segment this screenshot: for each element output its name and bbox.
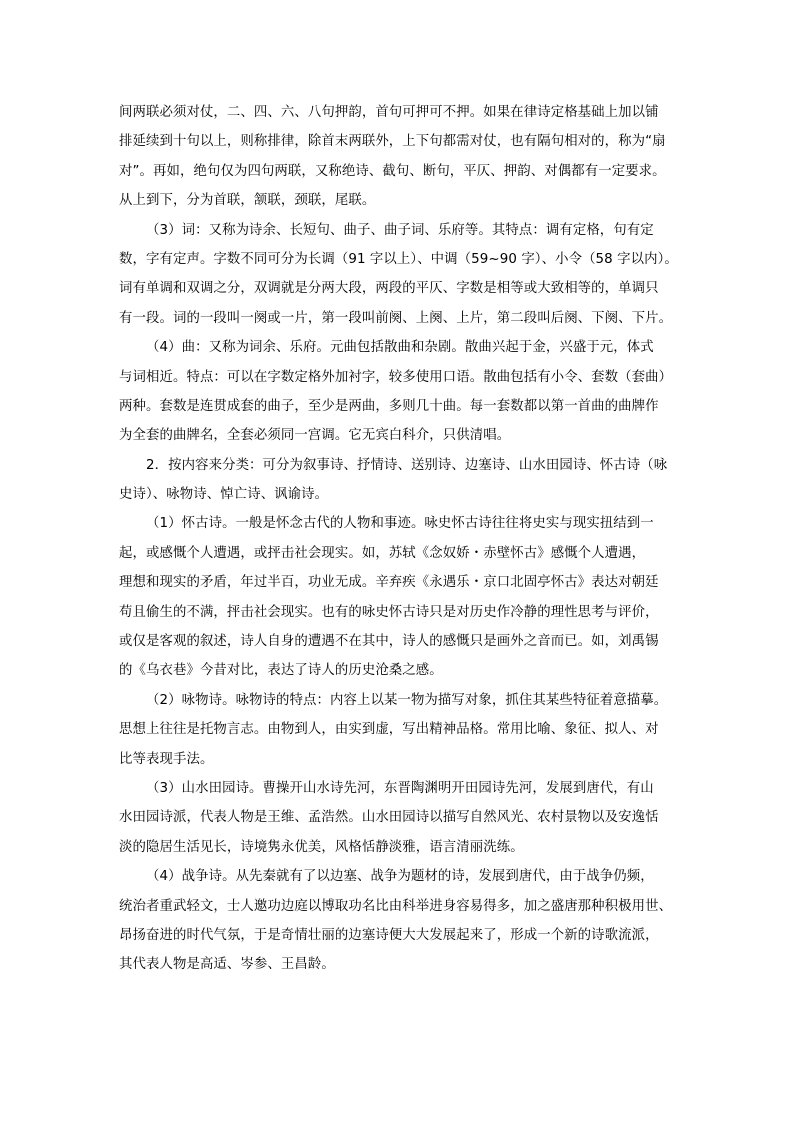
text-line: 理想和现实的矛盾，年过半百，功业无成。辛弃疾《永遇乐・京口北固亭怀古》表达对朝廷: [119, 575, 659, 591]
paragraph-first-line: （3）山水田园诗。曹操开山水诗先河，东晋陶渊明开田园诗先河，发展到唐代，有山: [146, 780, 654, 796]
text-line: 思想上往往是托物言志。由物到人，由实到虚，写出精神品格。常用比喻、象征、拟人、对: [119, 722, 659, 738]
paragraph-first-line: 2．按内容来分类：可分为叙事诗、抒情诗、送别诗、边塞诗、山水田园诗、怀古诗（咏: [146, 457, 668, 473]
text-line: 的《乌衣巷》今昔对比，表达了诗人的历史沧桑之感。: [119, 663, 443, 679]
paragraph-first-line: （3）词：又称为诗余、长短句、曲子、曲子词、乐府等。其特点：调有定格，句有定: [146, 222, 654, 238]
text-line: 或仅是客观的叙述，诗人自身的遭遇不在其中，诗人的感慨只是画外之音而已。如，刘禹锡: [119, 634, 659, 650]
text-line: 对”。再如，绝句仅为四句两联，又称绝诗、截句、断句，平仄、押韵、对偶都有一定要求。: [119, 163, 666, 179]
text-line: 数，字有定声。字数不同可分为长调（91 字以上）、中调（59~90 字）、小令（58 字以内）。: [119, 251, 678, 267]
text-line: 其代表人物是高适、岑参、王昌龄。: [119, 957, 335, 973]
paragraph-first-line: （1）怀古诗。一般是怀念古代的人物和事迹。咏史怀古诗往往将史实与现实扭结到一: [146, 516, 654, 532]
text-line: 排延续到十句以上，则称排律，除首末两联外，上下句都需对仗，也有隔句相对的，称为“扇: [119, 134, 666, 150]
text-line: 从上到下，分为首联，颔联，颈联，尾联。: [119, 193, 376, 209]
text-line: 史诗）、咏物诗、悼亡诗、讽谕诗。: [119, 487, 329, 503]
text-line: 水田园诗派，代表人物是王维、孟浩然。山水田园诗以描写自然风光、农村景物以及安逸恬: [119, 810, 659, 826]
text-line: 统治者重武轻文，士人邀功边庭以博取功名比由科举进身容易得多，加之盛唐那种积极用世、: [119, 898, 673, 914]
text-line: 词有单调和双调之分，双调就是分两大段，两段的平仄、字数是相等或大致相等的，单调只: [119, 281, 659, 297]
paragraph-first-line: （4）战争诗。从先秦就有了以边塞、战争为题材的诗，发展到唐代，由于战争仍频，: [146, 869, 654, 885]
paragraph-first-line: （4）曲：又称为词余、乐府。元曲包括散曲和杂剧。散曲兴起于金，兴盛于元，体式: [146, 340, 654, 356]
text-line: 为全套的曲牌名，全套必须同一宫调。它无宾白科介，只供清唱。: [119, 428, 511, 444]
text-line: 比等表现手法。: [119, 751, 214, 767]
text-line: 昂扬奋进的时代气氛，于是奇情壮丽的边塞诗便大大发展起来了，形成一个新的诗歌流派，: [119, 927, 659, 943]
text-line: 淡的隐居生活见长，诗境隽永优美，风格恬静淡雅，语言清丽洗练。: [119, 839, 524, 855]
text-line: 间两联必须对仗，二、四、六、八句押韵，首句可押可不押。如果在律诗定格基础上加以铺: [119, 105, 659, 120]
text-line: 起，或感慨个人遭遇，或抨击社会现实。如，苏轼《念奴娇・赤壁怀古》感慨个人遭遇，: [119, 545, 646, 561]
text-line: 两种。套数是连贯成套的曲子，至少是两曲，多则几十曲。每一套数都以第一首曲的曲牌作: [119, 398, 659, 414]
paragraph-first-line: （2）咏物诗。咏物诗的特点：内容上以某一物为描写对象，抓住其某些特征着意描摹。: [146, 692, 668, 708]
text-line: 有一段。词的一段叫一阕或一片，第一段叫前阕、上阕、上片，第二段叫后阕、下阕、下片。: [119, 310, 673, 326]
text-line: 与词相近。特点：可以在字数定格外加衬字，较多使用口语。散曲包括有小令、套数（套曲）: [119, 369, 673, 385]
body-text: [119, 98, 681, 980]
text-line: 苟且偷生的不满，抨击社会现实。也有的咏史怀古诗只是对历史作冷静的理性思考与评价，: [119, 604, 659, 620]
